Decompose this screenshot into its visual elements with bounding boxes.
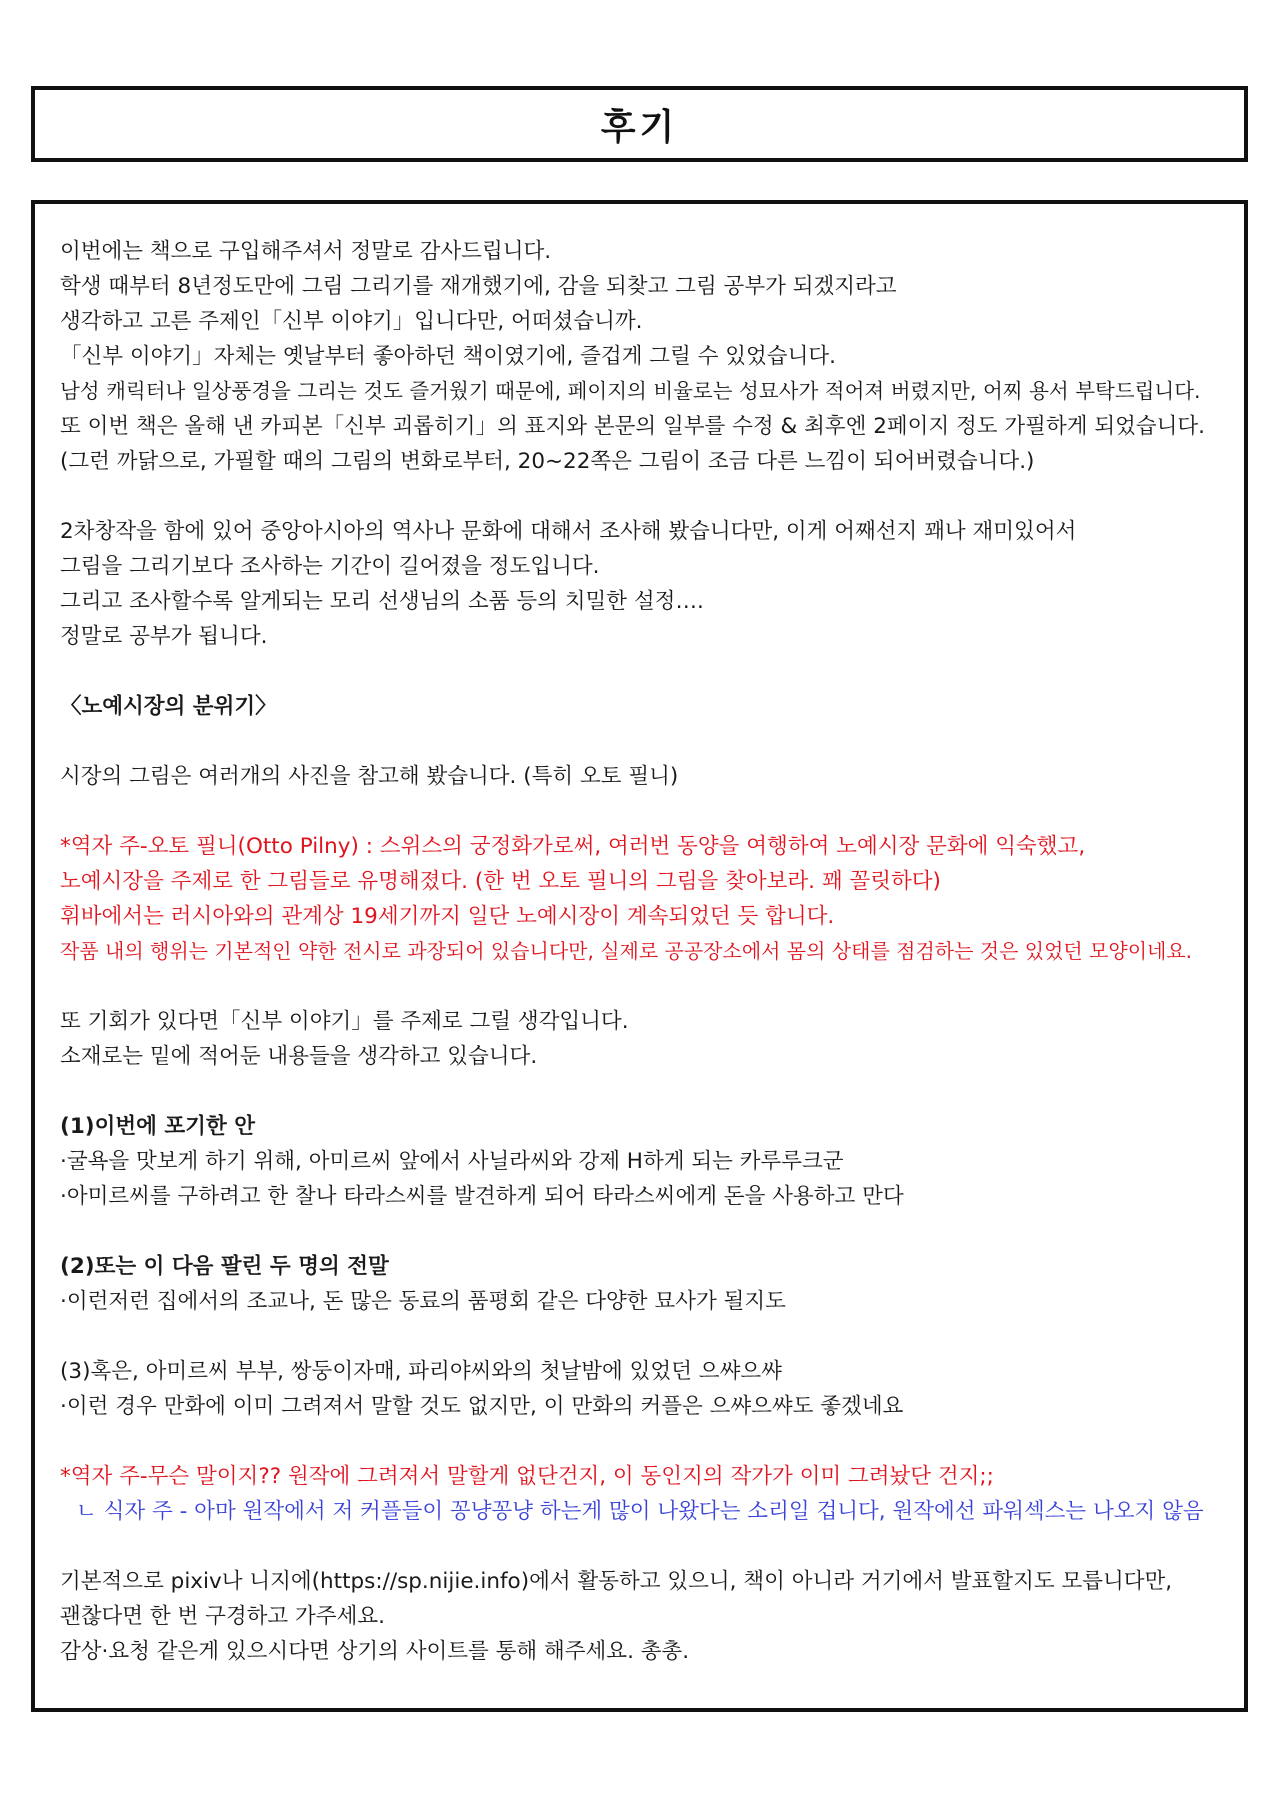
text-line: 2차창작을 함에 있어 중앙아시아의 역사나 문화에 대해서 조사해 봤습니다만, 이게 어째선지 꽤나 재미있어서 (60, 519, 1077, 544)
text-line: 생각하고 고른 주제인「신부 이야기」입니다만, 어떠셨습니까. (60, 309, 643, 334)
translator-note-2 (60, 1459, 1214, 1494)
note-line: *역자 주-무슨 말이지?? 원작에 그려져서 말할게 없단건지, 이 동인지의 작가가 이미 그려놨단 건지;; (60, 1464, 994, 1489)
text-line: 이번에는 책으로 구입해주셔서 정말로 감사드립니다. (60, 239, 552, 264)
text-line: 학생 때부터 8년정도만에 그림 그리기를 재개했기에, 감을 되찾고 그림 공부가 되겠지라고 (60, 274, 897, 299)
note-line: ㄴ 식자 주 - 아마 원작에서 저 커플들이 꽁냥꽁냥 하는게 많이 나왔다는 소리일 겁니다, 원작에선 파워섹스는 나오지 않음 (76, 1499, 1204, 1524)
closing-paragraph (60, 1564, 1214, 1669)
text-line: 정말로 공부가 됩니다. (60, 624, 268, 649)
text-line: 괜찮다면 한 번 구경하고 가주세요. (60, 1604, 385, 1629)
translator-note-1 (60, 829, 1214, 969)
text-line: ·이런저런 집에서의 조교나, 돈 많은 동료의 품평회 같은 다양한 묘사가 될지도 (60, 1289, 786, 1314)
note-line: *역자 주-오토 필니(Otto Pilny) : 스위스의 궁정화가로써, 여러번 동양을 여행하여 노예시장 문화에 익숙했고, (60, 834, 1086, 859)
market-paragraph (60, 759, 1214, 794)
idea-heading: (1)이번에 포기한 안 (60, 1114, 255, 1139)
research-paragraph (60, 514, 1214, 654)
market-section-heading (60, 689, 1214, 724)
text-line: 또 기회가 있다면「신부 이야기」를 주제로 그릴 생각입니다. (60, 1009, 629, 1034)
text-line: 시장의 그림은 여러개의 사진을 참고해 봤습니다. (특히 오토 필니) (60, 764, 679, 789)
text-line: 남성 캐릭터나 일상풍경을 그리는 것도 즐거웠기 때문에, 페이지의 비율로는 성묘사가 적어져 버렸지만, 어찌 용서 부탁드립니다. (60, 379, 1201, 403)
page-title: 후기 (600, 106, 679, 148)
intro-paragraph (60, 234, 1214, 479)
typesetter-note (60, 1494, 1214, 1529)
text-line: 기본적으로 pixiv나 니지에(https://sp.nijie.info)에서 활동하고 있으니, 책이 아니라 거기에서 발표할지도 모릅니다만, (60, 1569, 1173, 1594)
section-heading: 〈노예시장의 분위기〉 (60, 694, 277, 719)
text-line: 또 이번 책은 올해 낸 카피본「신부 괴롭히기」의 표지와 본문의 일부를 수정 & 최후엔 2페이지 정도 가필하게 되었습니다. (60, 414, 1206, 439)
text-line: 감상·요청 같은게 있으시다면 상기의 사이트를 통해 해주세요. 총총. (60, 1639, 690, 1664)
idea-1 (60, 1109, 1214, 1214)
text-line: (그런 까닭으로, 가필할 때의 그림의 변화로부터, 20~22쪽은 그림이 조금 다른 느낌이 되어버렸습니다.) (60, 449, 1035, 474)
next-plan-paragraph (60, 1004, 1214, 1074)
note-line: 작품 내의 행위는 기본적인 약한 전시로 과장되어 있습니다만, 실제로 공공장소에서 몸의 상태를 점검하는 것은 있었던 모양이네요. (60, 939, 1193, 963)
text-line: 그림을 그리기보다 조사하는 기간이 길어졌을 정도입니다. (60, 554, 600, 579)
text-line: 「신부 이야기」자체는 옛날부터 좋아하던 책이였기에, 즐겁게 그릴 수 있었습니다. (60, 344, 836, 369)
idea-2 (60, 1249, 1214, 1319)
title-box (31, 86, 1248, 162)
idea-heading: (2)또는 이 다음 팔린 두 명의 전말 (60, 1254, 389, 1279)
text-line: (3)혹은, 아미르씨 부부, 쌍둥이자매, 파리야씨와의 첫날밤에 있었던 으쌰으쌰 (60, 1359, 782, 1384)
note-line: 휘바에서는 러시아와의 관계상 19세기까지 일단 노예시장이 계속되었던 듯 합니다. (60, 904, 835, 929)
text-line: ·굴욕을 맛보게 하기 위해, 아미르씨 앞에서 사닐라씨와 강제 H하게 되는 카루루크군 (60, 1149, 844, 1174)
text-line: 그리고 조사할수록 알게되는 모리 선생님의 소품 등의 치밀한 설정…. (60, 589, 704, 614)
idea-3 (60, 1354, 1214, 1424)
text-line: 소재로는 밑에 적어둔 내용들을 생각하고 있습니다. (60, 1044, 538, 1069)
afterword-body (31, 200, 1248, 1712)
note-line: 노예시장을 주제로 한 그림들로 유명해졌다. (한 번 오토 필니의 그림을 찾아보라. 꽤 꼴릿하다) (60, 869, 941, 894)
text-line: ·아미르씨를 구하려고 한 찰나 타라스씨를 발견하게 되어 타라스씨에게 돈을 사용하고 만다 (60, 1184, 904, 1209)
text-line: ·이런 경우 만화에 이미 그려져서 말할 것도 없지만, 이 만화의 커플은 으쌰으쌰도 좋겠네요 (60, 1394, 904, 1419)
